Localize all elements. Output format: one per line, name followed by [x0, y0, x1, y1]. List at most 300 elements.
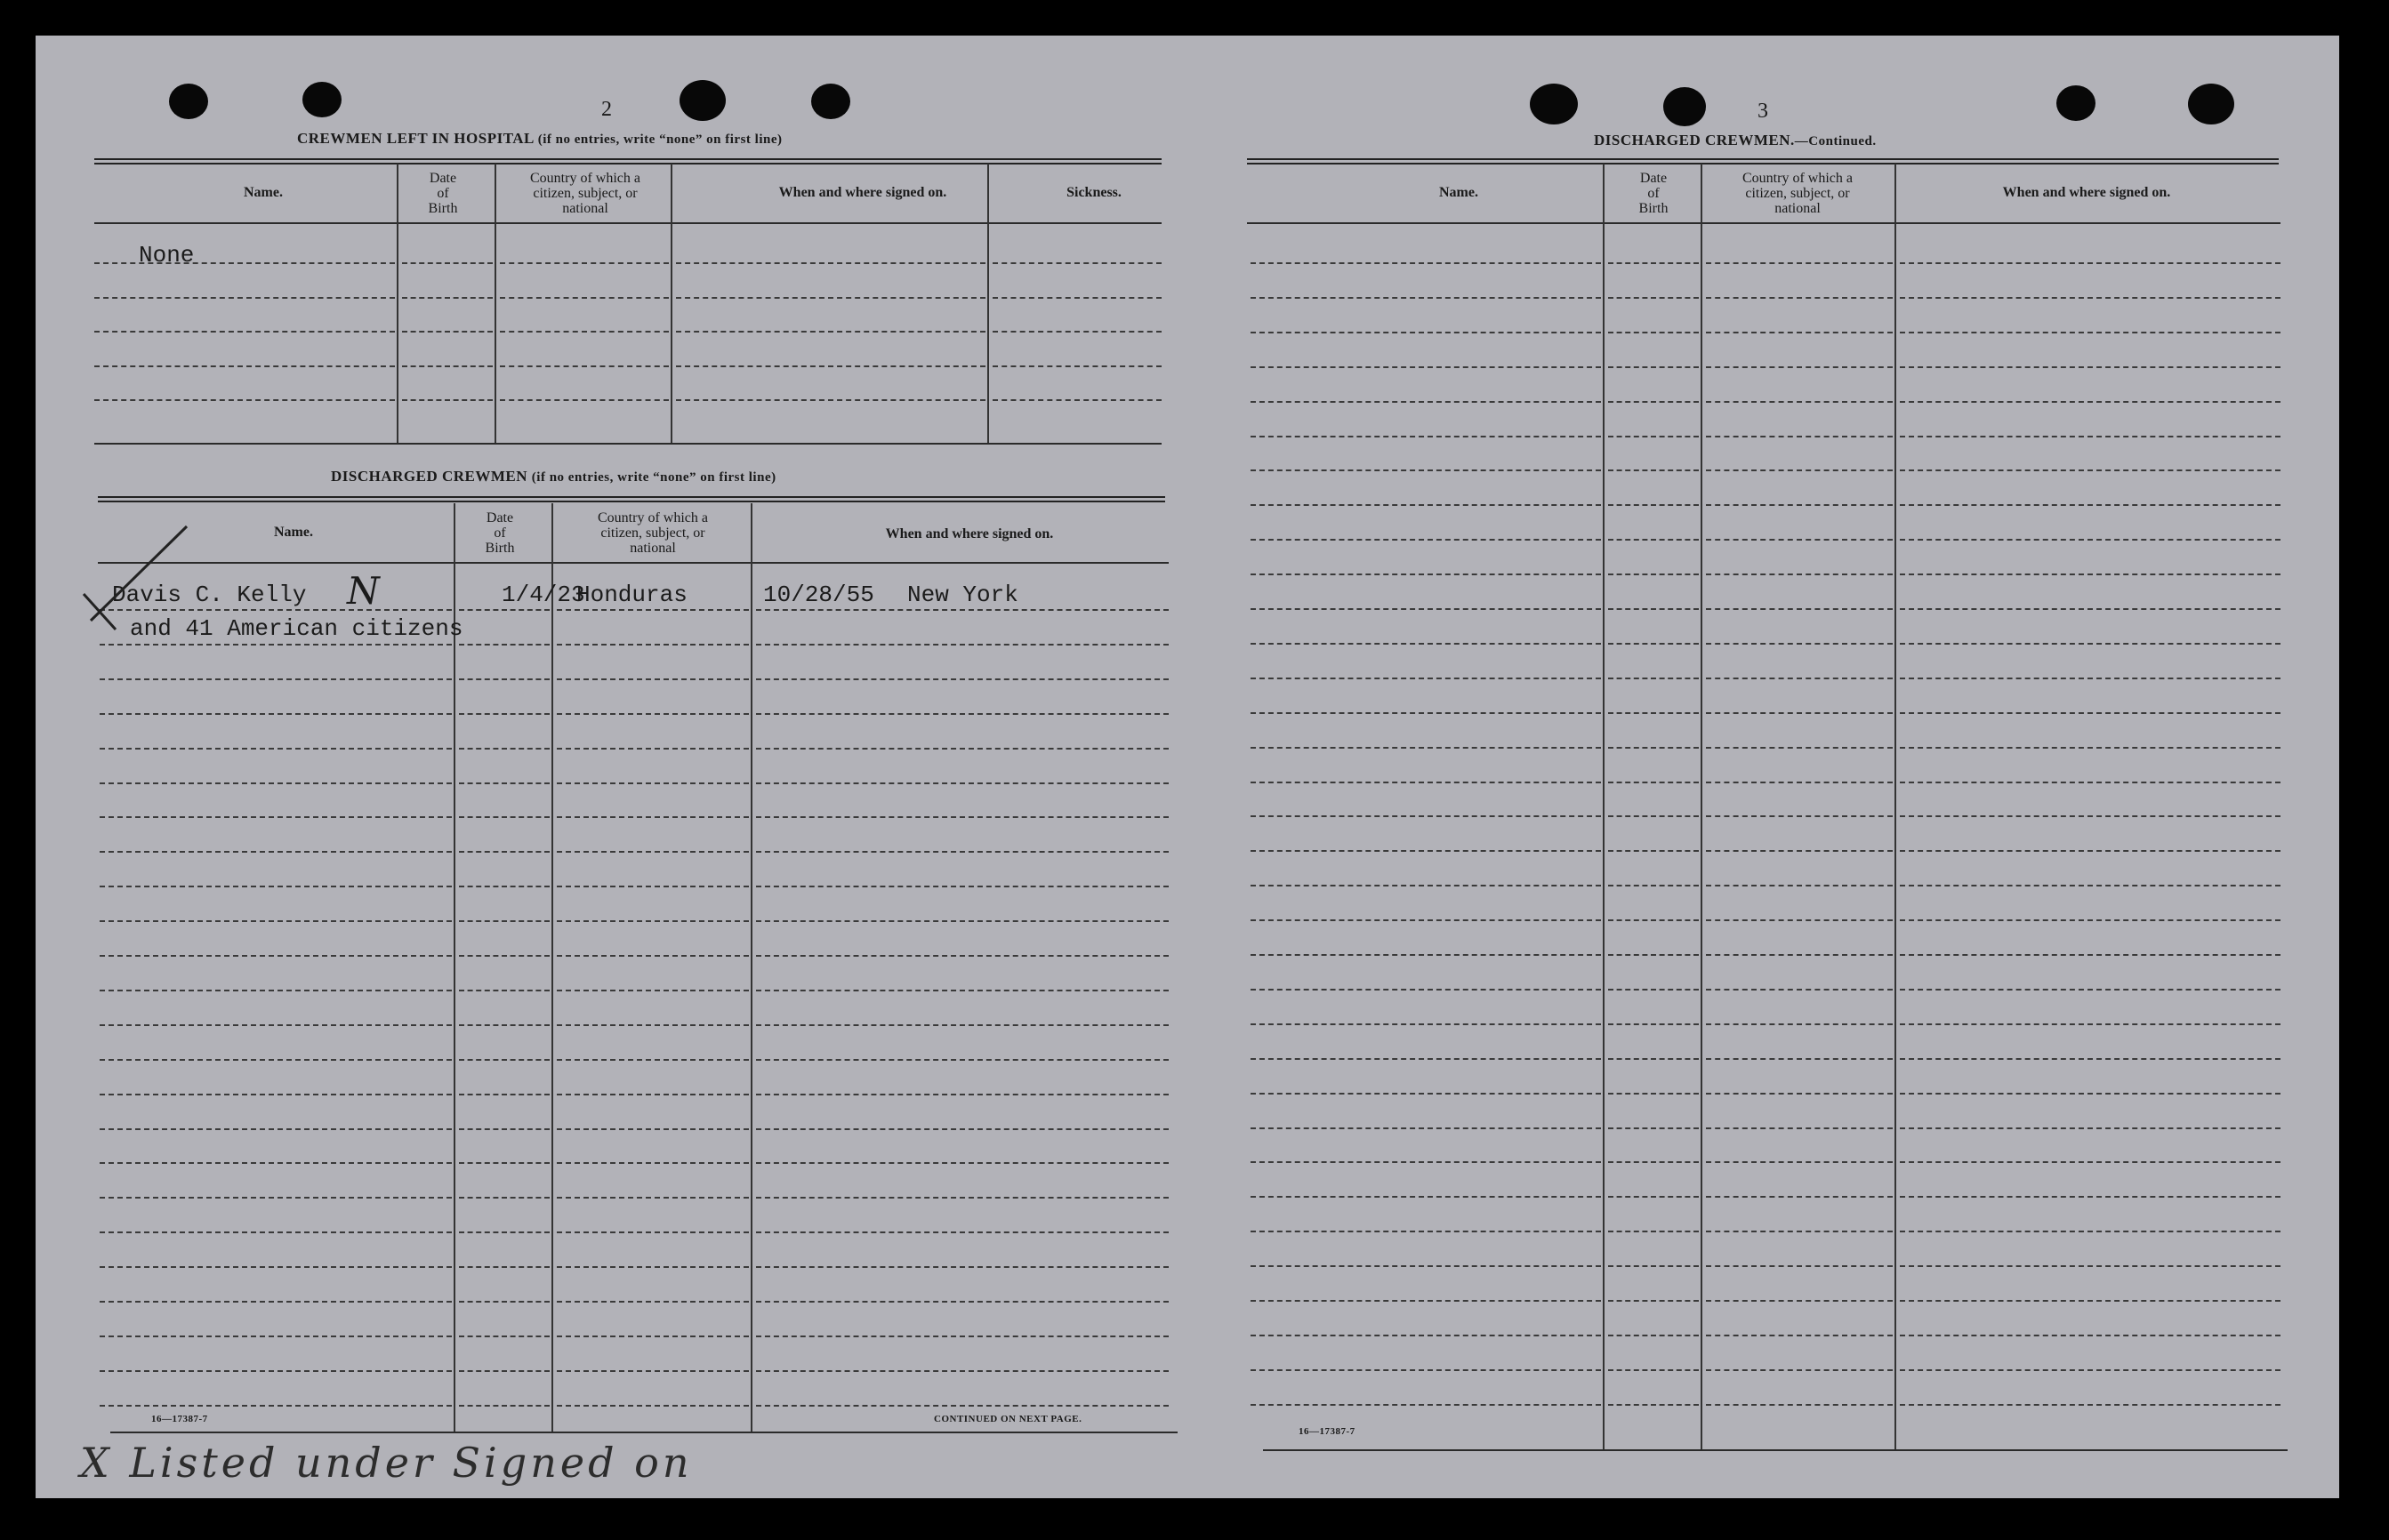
ruled-line [94, 331, 395, 333]
ruled-line [1251, 954, 1601, 956]
header-line: citizen, subject, or [533, 186, 638, 201]
ruled-line [557, 990, 749, 991]
ruled-line [1900, 1127, 2280, 1129]
ruled-line [459, 713, 550, 715]
title-rule [98, 496, 1165, 502]
ruled-line [459, 1231, 550, 1233]
ruled-line [100, 1405, 452, 1407]
ruled-line [676, 297, 985, 299]
place-signed: New York [907, 582, 1018, 608]
ruled-line [1900, 885, 2280, 886]
date-signed: 10/28/55 [763, 582, 874, 608]
ruled-line [1706, 989, 1893, 991]
header-line: citizen, subject, or [1745, 186, 1850, 201]
ruled-line [1608, 678, 1699, 679]
ruled-line [557, 1094, 749, 1095]
ruled-line [1900, 262, 2280, 264]
ruled-line [100, 1197, 452, 1199]
header-rule [1247, 222, 2280, 224]
column-divider [751, 503, 752, 1433]
ruled-line [557, 1231, 749, 1233]
ruled-line [1706, 850, 1893, 852]
ruled-line [402, 331, 493, 333]
ruled-line [676, 262, 985, 264]
ruled-line [459, 1335, 550, 1337]
ruled-line [459, 851, 550, 853]
ruled-line [1251, 643, 1601, 645]
ruled-line [1706, 885, 1893, 886]
ruled-line [1251, 262, 1601, 264]
ruled-line [100, 1231, 452, 1233]
ruled-line [1706, 643, 1893, 645]
ruled-line [402, 365, 493, 367]
ruled-line [459, 1162, 550, 1164]
ruled-line [100, 678, 452, 680]
ruled-line [1608, 885, 1699, 886]
ruled-line [756, 1405, 1169, 1407]
punch-hole [2056, 85, 2095, 121]
ruled-line [1608, 1369, 1699, 1371]
header-line: Country of which a [530, 171, 640, 186]
ruled-line [1251, 332, 1601, 333]
ruled-line [1706, 1335, 1893, 1336]
header-line: Date [429, 171, 457, 186]
ruled-line [1900, 1231, 2280, 1232]
punch-hole [2188, 84, 2234, 124]
ruled-line [1608, 366, 1699, 368]
ruled-line [1608, 1404, 1699, 1406]
header-line: Birth [1638, 201, 1669, 216]
ruled-line [1251, 850, 1601, 852]
ruled-line [756, 1024, 1169, 1026]
ruled-line [1251, 1404, 1601, 1406]
ruled-line [1251, 919, 1601, 921]
ruled-line [1251, 1335, 1601, 1336]
ruled-line [100, 1266, 452, 1268]
col-header-name: Name. [1439, 185, 1478, 200]
ruled-line [459, 678, 550, 680]
ruled-line [500, 297, 669, 299]
ruled-line [1251, 539, 1601, 541]
punch-hole [1530, 84, 1578, 124]
ruled-line [459, 1266, 550, 1268]
ruled-line [1608, 782, 1699, 783]
ruled-line [1900, 954, 2280, 956]
ruled-line [1900, 608, 2280, 610]
ruled-line [1706, 262, 1893, 264]
hospital-instruction: (if no entries, write “none” on first line) [537, 132, 783, 147]
ruled-line [1608, 989, 1699, 991]
ruled-line [1706, 1161, 1893, 1163]
ruled-line [1251, 1161, 1601, 1163]
ruled-line [756, 886, 1169, 887]
ruled-line [94, 297, 395, 299]
ruled-line [1706, 712, 1893, 714]
ruled-line [1706, 919, 1893, 921]
ruled-line [459, 1301, 550, 1303]
ruled-line [500, 399, 669, 401]
ruled-line [756, 1128, 1169, 1130]
ruled-line [100, 886, 452, 887]
ruled-line [1900, 469, 2280, 471]
ruled-line [1251, 297, 1601, 299]
ruled-line [459, 609, 550, 611]
ruled-line [557, 1024, 749, 1026]
ruled-line [100, 1301, 452, 1303]
ruled-line [100, 1370, 452, 1372]
ruled-line [1608, 469, 1699, 471]
ruled-line [557, 782, 749, 784]
ruled-line [756, 713, 1169, 715]
right-section-title [1594, 132, 1877, 149]
ruled-line [1706, 815, 1893, 817]
ruled-line [100, 713, 452, 715]
ruled-line [1706, 1231, 1893, 1232]
ruled-line [1706, 1093, 1893, 1095]
ruled-line [1608, 1058, 1699, 1060]
col-header-signed-on: When and where signed on. [778, 185, 947, 200]
header-line: Birth [428, 201, 458, 216]
ruled-line [557, 1059, 749, 1061]
ruled-line [1251, 815, 1601, 817]
ruled-line [1900, 332, 2280, 333]
ruled-line [1251, 1300, 1601, 1302]
punch-hole [302, 82, 342, 117]
ruled-line [557, 1162, 749, 1164]
ruled-line [1251, 1127, 1601, 1129]
col-header-country [1704, 171, 1891, 216]
ruled-line [1608, 1300, 1699, 1302]
ruled-line [1251, 1093, 1601, 1095]
column-divider [397, 164, 398, 443]
col-header-date-of-birth [455, 510, 544, 556]
ruled-line [1608, 747, 1699, 749]
ruled-line [459, 816, 550, 818]
ruled-line [1608, 1023, 1699, 1025]
ruled-line [1251, 504, 1601, 506]
form-number: 16—17387-7 [151, 1414, 208, 1424]
ruled-line [1251, 747, 1601, 749]
header-line: of [494, 525, 506, 541]
table-bottom-rule [110, 1432, 1178, 1433]
ruled-line [100, 851, 452, 853]
ruled-line [1900, 366, 2280, 368]
ruled-line [1900, 504, 2280, 506]
ruled-line [1706, 297, 1893, 299]
ruled-line [100, 1024, 452, 1026]
ruled-line [94, 399, 395, 401]
ruled-line [1900, 678, 2280, 679]
ruled-line [756, 1197, 1169, 1199]
col-header-signed-on: When and where signed on. [2002, 185, 2171, 200]
ruled-line [993, 331, 1162, 333]
column-divider [551, 503, 553, 1433]
ruled-line [557, 1301, 749, 1303]
ruled-line [1900, 850, 2280, 852]
ruled-line [993, 365, 1162, 367]
hospital-title-text: CREWMEN LEFT IN HOSPITAL [297, 130, 534, 147]
header-line: Country of which a [1742, 171, 1853, 186]
ruled-line [756, 955, 1169, 957]
header-line: citizen, subject, or [600, 525, 705, 541]
crew-name: Davis C. Kelly [112, 582, 307, 608]
ruled-line [676, 365, 985, 367]
ruled-line [1251, 469, 1601, 471]
ruled-line [100, 955, 452, 957]
ruled-line [756, 990, 1169, 991]
ruled-line [100, 1335, 452, 1337]
ruled-line [94, 365, 395, 367]
ruled-line [1251, 366, 1601, 368]
ruled-line [557, 1370, 749, 1372]
ruled-line [756, 1266, 1169, 1268]
ruled-line [1608, 608, 1699, 610]
ruled-line [459, 1059, 550, 1061]
ruled-line [402, 297, 493, 299]
ruled-line [1251, 1369, 1601, 1371]
punch-hole [811, 84, 850, 119]
ruled-line [1608, 643, 1699, 645]
manifest-paper [36, 36, 2339, 1498]
ruled-line [1608, 539, 1699, 541]
header-rule [94, 222, 1162, 224]
column-divider [1894, 164, 1896, 1451]
ruled-line [1251, 1231, 1601, 1232]
ruled-line [1608, 712, 1699, 714]
ruled-line [1608, 919, 1699, 921]
ruled-line [1251, 989, 1601, 991]
ruled-line [100, 1162, 452, 1164]
ruled-line [756, 1370, 1169, 1372]
ruled-line [1251, 401, 1601, 403]
ruled-line [1900, 401, 2280, 403]
punch-hole [169, 84, 208, 119]
col-header-country [553, 510, 752, 556]
ruled-line [100, 782, 452, 784]
ruled-line [1900, 1335, 2280, 1336]
ruled-line [459, 782, 550, 784]
col-header-date-of-birth [398, 171, 487, 216]
column-divider [454, 503, 455, 1433]
ruled-line [1608, 332, 1699, 333]
page-number: 2 [601, 98, 612, 121]
ruled-line [1608, 1196, 1699, 1198]
ruled-line [459, 1405, 550, 1407]
ruled-line [459, 1024, 550, 1026]
ruled-line [1251, 608, 1601, 610]
col-header-sickness: Sickness. [1066, 185, 1122, 200]
header-line: of [437, 186, 449, 201]
ruled-line [1900, 747, 2280, 749]
ruled-line [1900, 1093, 2280, 1095]
ruled-line [1608, 436, 1699, 437]
cross-mark-icon [71, 516, 213, 640]
ruled-line [1706, 954, 1893, 956]
header-line: national [1774, 201, 1821, 216]
ruled-line [402, 399, 493, 401]
ruled-line [1900, 989, 2280, 991]
ruled-line [1706, 1265, 1893, 1267]
col-header-name: Name. [244, 185, 283, 200]
ruled-line [1900, 1161, 2280, 1163]
ruled-line [557, 748, 749, 750]
ruled-line [100, 1128, 452, 1130]
ruled-line [557, 1335, 749, 1337]
ruled-line [100, 920, 452, 922]
ruled-line [756, 920, 1169, 922]
ruled-line [459, 1197, 550, 1199]
col-header-signed-on: When and where signed on. [885, 526, 1054, 541]
ruled-line [1706, 504, 1893, 506]
ruled-line [1900, 1058, 2280, 1060]
column-divider [1701, 164, 1702, 1451]
ruled-line [1706, 1300, 1893, 1302]
crew-name: and 41 American citizens [130, 615, 463, 642]
ruled-line [100, 990, 452, 991]
ruled-line [1900, 436, 2280, 437]
ruled-line [557, 851, 749, 853]
ruled-line [557, 816, 749, 818]
ruled-line [1706, 1058, 1893, 1060]
right-title-text: DISCHARGED CREWMEN. [1594, 132, 1795, 148]
ruled-line [1608, 1161, 1699, 1163]
ruled-line [402, 262, 493, 264]
ruled-line [1608, 1265, 1699, 1267]
ruled-line [1608, 297, 1699, 299]
ruled-line [1706, 469, 1893, 471]
ruled-line [557, 1128, 749, 1130]
hospital-section-title [297, 130, 783, 148]
crew-country: Honduras [576, 582, 688, 608]
ruled-line [1706, 1369, 1893, 1371]
ruled-line [1251, 436, 1601, 437]
ruled-line [459, 748, 550, 750]
ruled-line [1608, 1335, 1699, 1336]
column-divider [987, 164, 989, 443]
header-line: of [1647, 186, 1660, 201]
ruled-line [756, 1094, 1169, 1095]
handwritten-note: X Listed under Signed on [80, 1439, 693, 1487]
discharged-title-text: DISCHARGED CREWMEN [331, 468, 528, 485]
ruled-line [756, 816, 1169, 818]
header-rule [98, 562, 1169, 564]
ruled-line [1251, 678, 1601, 679]
ruled-line [1706, 401, 1893, 403]
ruled-line [756, 851, 1169, 853]
ruled-line [459, 1094, 550, 1095]
hospital-entry-none: None [139, 242, 195, 269]
ruled-line [1706, 332, 1893, 333]
ruled-line [1900, 919, 2280, 921]
ruled-line [676, 331, 985, 333]
ruled-line [1608, 1127, 1699, 1129]
ruled-line [993, 399, 1162, 401]
ruled-line [1900, 1404, 2280, 1406]
ruled-line [1608, 954, 1699, 956]
table-bottom-rule [1263, 1449, 2288, 1451]
column-divider [671, 164, 672, 443]
title-rule [1247, 158, 2279, 164]
ruled-line [993, 297, 1162, 299]
ruled-line [500, 365, 669, 367]
ruled-line [1251, 1023, 1601, 1025]
header-line: Country of which a [598, 510, 708, 525]
column-divider [495, 164, 496, 443]
ruled-line [1706, 573, 1893, 575]
ruled-line [459, 955, 550, 957]
ruled-line [756, 1162, 1169, 1164]
ruled-line [459, 1370, 550, 1372]
punch-hole [1663, 87, 1706, 126]
ruled-line [1900, 573, 2280, 575]
header-line: Date [1639, 171, 1668, 186]
ruled-line [1706, 1404, 1893, 1406]
ruled-line [459, 886, 550, 887]
ruled-line [756, 678, 1169, 680]
ruled-line [1706, 1127, 1893, 1129]
ruled-line [1900, 1300, 2280, 1302]
ruled-line [1900, 1369, 2280, 1371]
ruled-line [1251, 712, 1601, 714]
ruled-line [459, 1128, 550, 1130]
ruled-line [100, 748, 452, 750]
continued-note: CONTINUED ON NEXT PAGE. [934, 1414, 1082, 1424]
column-divider [1603, 164, 1605, 1451]
header-line: national [562, 201, 608, 216]
crew-dob: 1/4/23 [502, 582, 585, 608]
ruled-line [557, 955, 749, 957]
ruled-line [756, 644, 1169, 646]
ruled-line [557, 678, 749, 680]
ruled-line [557, 713, 749, 715]
header-line: Date [486, 510, 514, 525]
ruled-line [756, 748, 1169, 750]
ruled-line [1900, 297, 2280, 299]
ruled-line [1251, 573, 1601, 575]
handwritten-mark: N [347, 569, 380, 613]
title-rule [94, 158, 1162, 164]
ruled-line [756, 1059, 1169, 1061]
ruled-line [1251, 1196, 1601, 1198]
ruled-line [1706, 747, 1893, 749]
page-number: 3 [1758, 100, 1768, 123]
ruled-line [1706, 1023, 1893, 1025]
ruled-line [100, 644, 452, 646]
ruled-line [1608, 573, 1699, 575]
punch-hole [680, 80, 726, 121]
ruled-line [1251, 1265, 1601, 1267]
ruled-line [1900, 539, 2280, 541]
ruled-line [1706, 1196, 1893, 1198]
ruled-line [1900, 1196, 2280, 1198]
ruled-line [557, 1197, 749, 1199]
table-bottom-rule [94, 443, 1162, 445]
col-header-name: Name. [274, 525, 313, 540]
ruled-line [1251, 782, 1601, 783]
ruled-line [1608, 850, 1699, 852]
header-line: Birth [485, 541, 515, 556]
ruled-line [459, 644, 550, 646]
ruled-line [557, 1266, 749, 1268]
ruled-line [557, 644, 749, 646]
ruled-line [756, 609, 1169, 611]
ruled-line [1900, 712, 2280, 714]
col-header-country [496, 171, 674, 216]
ruled-line [1706, 436, 1893, 437]
right-title-suffix: —Continued. [1794, 134, 1877, 148]
ruled-line [1608, 401, 1699, 403]
ruled-line [1706, 608, 1893, 610]
